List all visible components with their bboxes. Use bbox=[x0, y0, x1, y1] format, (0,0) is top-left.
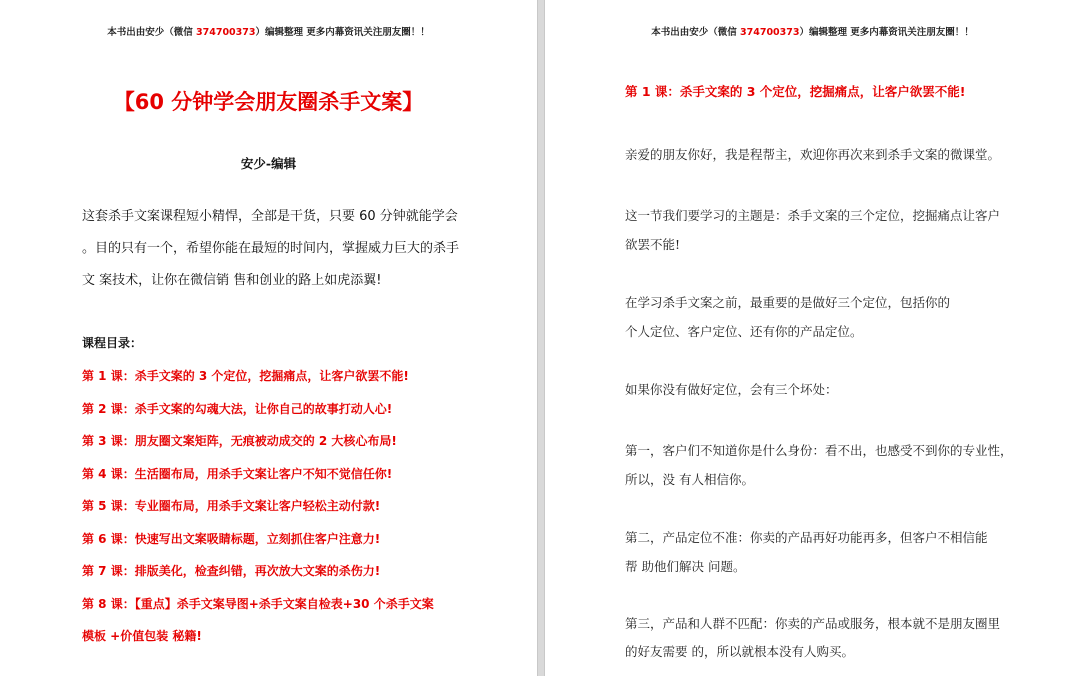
body-line: 这一节我们要学习的主题是：杀手文案的三个定位，挖掘痛点让客户 bbox=[625, 208, 1001, 223]
header-wechat-id: 374700373 bbox=[196, 27, 256, 38]
lesson-title: 第 1 课：杀手文案的 3 个定位，挖掘痛点，让客户欲罢不能! bbox=[625, 84, 966, 99]
toc-item-2: 第 2 课：杀手文案的勾魂大法，让你自己的故事打动人心! bbox=[82, 402, 393, 416]
header-prefix: 本书出由安少（微信 bbox=[651, 27, 740, 38]
page-header-right bbox=[545, 24, 1080, 38]
header-suffix: ）编辑整理 更多内幕资讯关注朋友圈！！ bbox=[799, 27, 974, 38]
body-line: 个人定位、客户定位、还有你的产品定位。 bbox=[625, 324, 863, 339]
body-line: 第三，产品和人群不匹配：你卖的产品或服务，根本就不是朋友圈里 bbox=[625, 616, 1001, 631]
toc-item-4: 第 4 课：生活圈布局，用杀手文案让客户不知不觉信任你! bbox=[82, 467, 393, 481]
body-line: 帮 助他们解决 问题。 bbox=[625, 559, 746, 574]
body-line: 亲爱的朋友你好，我是程帮主，欢迎你再次来到杀手文案的微课堂。 bbox=[625, 147, 1001, 162]
body-line: 如果你没有做好定位，会有三个坏处： bbox=[625, 382, 838, 397]
toc-item-7: 第 7 课：排版美化，检查纠错，再次放大文案的杀伤力! bbox=[82, 564, 381, 578]
right-page bbox=[544, 0, 1080, 676]
header-wechat-id: 374700373 bbox=[740, 27, 800, 38]
page-header-left bbox=[0, 24, 537, 38]
body-line: 在学习杀手文案之前，最重要的是做好三个定位，包括你的 bbox=[625, 295, 951, 310]
left-page bbox=[0, 0, 538, 676]
intro-line: 。目的只有一个，希望你能在最短的时间内，掌握威力巨大的杀手 bbox=[82, 241, 460, 256]
header-suffix: ）编辑整理 更多内幕资讯关注朋友圈！！ bbox=[255, 27, 430, 38]
toc-item-6: 第 6 课：快速写出文案吸睛标题，立刻抓住客户注意力! bbox=[82, 532, 381, 546]
toc-item-1: 第 1 课：杀手文案的 3 个定位，挖掘痛点，让客户欲罢不能! bbox=[82, 369, 409, 383]
body-line: 欲罢不能! bbox=[625, 237, 681, 252]
toc-item-8-cont: 模板 +价值包装 秘籍! bbox=[82, 629, 202, 643]
intro-line: 这套杀手文案课程短小精悍，全部是干货，只要 60 分钟就能学会 bbox=[82, 209, 458, 224]
body-line: 第二，产品定位不准：你卖的产品再好功能再多，但客户不相信能 bbox=[625, 530, 988, 545]
body-line: 第一，客户们不知道你是什么身份：看不出，也感受不到你的专业性， bbox=[625, 443, 1013, 458]
body-line: 所以，没 有人相信你。 bbox=[625, 472, 754, 487]
intro-line: 文 案技术，让你在微信销 售和创业的路上如虎添翼! bbox=[82, 273, 382, 288]
body-line: 的好友需要 的，所以就根本没有人购买。 bbox=[625, 644, 854, 659]
toc-item-3: 第 3 课：朋友圈文案矩阵，无痕被动成交的 2 大核心布局! bbox=[82, 434, 397, 448]
header-prefix: 本书出由安少（微信 bbox=[107, 27, 196, 38]
toc-item-8: 第 8 课：【重点】杀手文案导图+杀手文案自检表+30 个杀手文案 bbox=[82, 597, 434, 611]
editor-credit: 安少-编辑 bbox=[240, 156, 297, 171]
document-title: 【60 分钟学会朋友圈杀手文案】 bbox=[113, 90, 424, 114]
toc-item-5: 第 5 课：专业圈布局，用杀手文案让客户轻松主动付款! bbox=[82, 499, 381, 513]
toc-heading: 课程目录： bbox=[82, 336, 143, 350]
